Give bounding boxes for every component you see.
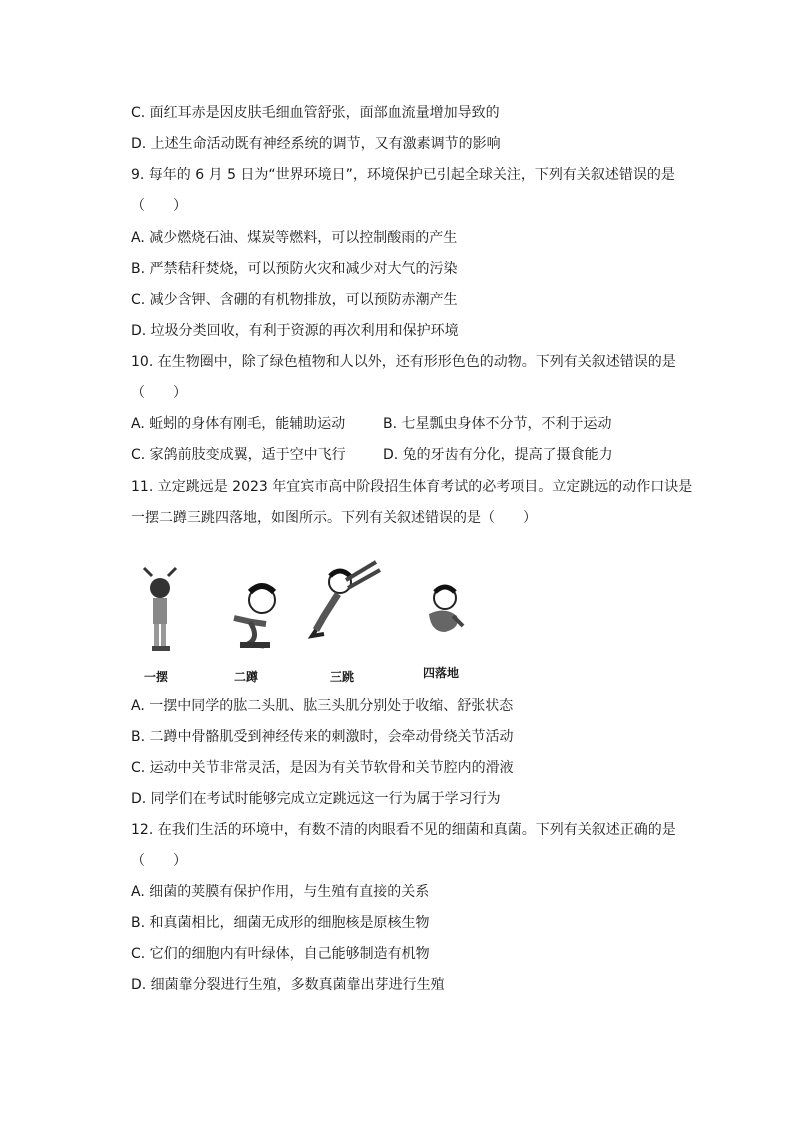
swing-stance-illustration [130, 568, 190, 658]
caption-crouch: 二蹲 [234, 670, 259, 684]
q12-option-d: D. 细菌靠分裂进行生殖，多数真菌靠出芽进行生殖 [131, 977, 445, 993]
caption-jump: 三跳 [330, 670, 355, 684]
q10-option-d: D. 兔的牙齿有分化，提高了摄食能力 [383, 447, 613, 463]
q10-stem: 10. 在生物圈中，除了绿色植物和人以外，还有形形色色的动物。下列有关叙述错误的是 [131, 354, 676, 370]
caption-landing: 四落地 [423, 666, 460, 680]
q11-option-a: A. 一摆中同学的肱二头肌、肱三头肌分别处于收缩、舒张状态 [131, 698, 514, 714]
q11-option-b: B. 二蹲中骨骼肌受到神经传来的刺激时，会牵动骨绕关节活动 [131, 729, 514, 745]
q10-option-c: C. 家鸽前肢变成翼，适于空中飞行 [131, 447, 346, 463]
q10-blank: （ ） [131, 385, 187, 401]
q11-stem: 11. 立定跳远是 2023 年宜宾市高中阶段招生体育考试的必考项目。立定跳远的动作口诀是 [131, 479, 693, 495]
q11-option-c: C. 运动中关节非常灵活，是因为有关节软骨和关节腔内的滑液 [131, 760, 514, 776]
q10-option-a: A. 蚯蚓的身体有刚毛，能辅助运动 [131, 416, 346, 432]
q12-option-b: B. 和真菌相比，细菌无成形的细胞核是原核生物 [131, 915, 430, 931]
q11-option-d: D. 同学们在考试时能够完成立定跳远这一行为属于学习行为 [131, 791, 501, 807]
q8-option-c: C. 面红耳赤是因皮肤毛细血管舒张，面部血流量增加导致的 [131, 105, 500, 121]
q8-option-d: D. 上述生命活动既有神经系统的调节，又有激素调节的影响 [131, 136, 501, 152]
q12-option-c: C. 它们的细胞内有叶绿体，自己能够制造有机物 [131, 946, 430, 962]
q10-option-b: B. 七星瓢虫身体不分节，不利于运动 [383, 416, 612, 432]
crouch-stance-illustration [220, 578, 290, 668]
q11-stem-continued: 一摆二蹲三跳四落地，如图所示。下列有关叙述错误的是（ ） [131, 510, 537, 526]
q12-stem: 12. 在我们生活的环境中，有数不清的肉眼看不见的细菌和真菌。下列有关叙述正确的是 [131, 822, 676, 838]
q9-option-c: C. 减少含钾、含硼的有机物排放，可以预防赤潮产生 [131, 292, 458, 308]
long-jump-figure [120, 560, 480, 690]
landing-illustration [415, 582, 475, 652]
q12-blank: （ ） [131, 853, 187, 869]
q12-option-a: A. 细菌的荚膜有保护作用，与生殖有直接的关系 [131, 884, 430, 900]
q9-option-b: B. 严禁秸秆焚烧，可以预防火灾和减少对大气的污染 [131, 261, 458, 277]
q9-option-a: A. 减少燃烧石油、煤炭等燃料，可以控制酸雨的产生 [131, 230, 458, 246]
q9-stem: 9. 每年的 6 月 5 日为“世界环境日”，环境保护已引起全球关注，下列有关叙述错误的是 [131, 167, 675, 183]
jump-flight-illustration [310, 560, 390, 650]
caption-swing: 一摆 [144, 670, 169, 684]
q9-option-d: D. 垃圾分类回收，有利于资源的再次利用和保护环境 [131, 323, 459, 339]
q9-blank: （ ） [131, 198, 187, 214]
